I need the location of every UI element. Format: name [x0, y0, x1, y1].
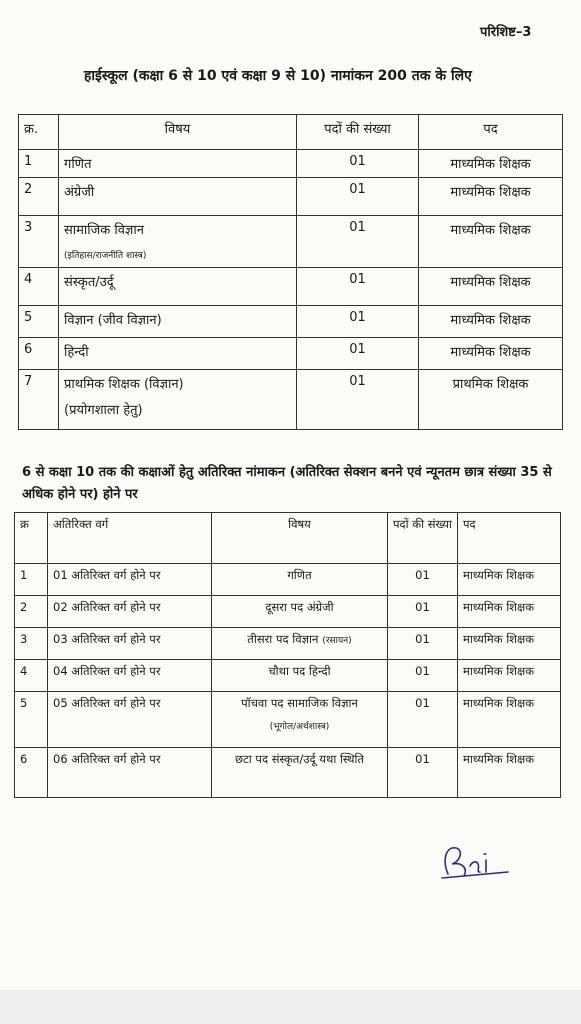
header-sr: क्र — [15, 513, 48, 564]
row-sr-text: 6 — [20, 752, 28, 766]
row-sr-text: 3 — [20, 632, 28, 646]
row-post — [419, 150, 563, 178]
row-subject-text: छटा पद संस्कृत/उर्दू यथा स्थिति — [234, 752, 365, 766]
row-sr — [19, 178, 59, 216]
row-post-text: माध्यमिक शिक्षक — [463, 600, 535, 614]
header-count: पदों की संख्या — [388, 513, 458, 564]
table-row — [19, 306, 563, 338]
row-count — [388, 692, 458, 748]
header-post: पद — [419, 115, 563, 150]
row-sr — [19, 268, 59, 306]
row-extra-class-text: 03 अतिरिक्त वर्ग होने पर — [53, 632, 161, 646]
posts-table-additional — [14, 512, 561, 798]
row-count — [297, 216, 419, 268]
row-count — [388, 748, 458, 798]
row-extra-class — [48, 628, 212, 660]
row-subject-note: (इतिहास/राजनीति शास्त्र) — [64, 251, 147, 261]
row-subject — [212, 660, 388, 692]
row-post-text: माध्यमिक शिक्षक — [450, 275, 531, 290]
row-post-text: माध्यमिक शिक्षक — [450, 345, 531, 360]
row-subject — [59, 338, 297, 370]
row-count-text: 01 — [349, 220, 366, 235]
row-sr — [15, 692, 48, 748]
row-sr-text: 2 — [20, 600, 28, 614]
row-sr — [19, 370, 59, 430]
row-post — [419, 338, 563, 370]
row-count — [388, 564, 458, 596]
row-post-text: माध्यमिक शिक्षक — [463, 664, 535, 678]
row-count-text: 01 — [349, 154, 366, 169]
row-post — [419, 178, 563, 216]
row-post-text: माध्यमिक शिक्षक — [463, 568, 535, 582]
row-subject-text: तीसरा पद विज्ञान — [247, 632, 319, 646]
row-post — [458, 564, 561, 596]
row-count — [388, 596, 458, 628]
row-sr — [19, 306, 59, 338]
row-post — [419, 216, 563, 268]
row-subject — [59, 216, 297, 268]
row-post-text: माध्यमिक शिक्षक — [450, 157, 531, 172]
row-post — [419, 268, 563, 306]
row-subject-text: दूसरा पद अंग्रेजी — [265, 600, 334, 614]
row-count — [297, 370, 419, 430]
row-count-text: 01 — [415, 664, 430, 678]
row-sr — [19, 216, 59, 268]
row-count — [297, 306, 419, 338]
row-subject-text: गणित — [64, 157, 92, 172]
table-row — [19, 268, 563, 306]
row-sr-text: 7 — [24, 374, 33, 389]
row-post — [458, 596, 561, 628]
row-sr — [15, 660, 48, 692]
row-extra-class — [48, 660, 212, 692]
header-count: पदों की संख्या — [297, 115, 419, 150]
row-subject-note: (प्रयोगशाला हेतु) — [64, 403, 143, 418]
row-subject-note: (रसायन) — [322, 636, 352, 646]
row-sr — [15, 628, 48, 660]
table-row — [15, 596, 561, 628]
row-count-text: 01 — [415, 568, 430, 582]
row-subject — [59, 268, 297, 306]
header-subject: विषय — [59, 115, 297, 150]
row-count-text: 01 — [415, 600, 430, 614]
row-count-text: 01 — [349, 182, 366, 197]
row-subject — [59, 306, 297, 338]
row-sr-text: 4 — [24, 272, 33, 287]
row-sr — [15, 748, 48, 798]
row-count-text: 01 — [349, 374, 366, 389]
row-subject-text: गणित — [287, 568, 312, 582]
header-post: पद — [458, 513, 561, 564]
row-subject-text: प्राथमिक शिक्षक (विज्ञान) — [64, 377, 184, 392]
row-sr-text: 6 — [24, 342, 33, 357]
row-sr-text: 5 — [20, 696, 28, 710]
table-row — [19, 216, 563, 268]
row-count-text: 01 — [349, 272, 366, 287]
row-subject — [59, 178, 297, 216]
row-subject-text: अंग्रेजी — [64, 185, 95, 200]
row-extra-class-text: 02 अतिरिक्त वर्ग होने पर — [53, 600, 161, 614]
appendix-label: परिशिष्ट–3 — [480, 25, 532, 40]
row-subject-note: (भूगोल/अर्थशास्त्र) — [269, 722, 330, 732]
row-subject-text: विज्ञान (जीव विज्ञान) — [64, 313, 162, 328]
row-sr — [19, 150, 59, 178]
table-row — [15, 564, 561, 596]
row-subject — [212, 564, 388, 596]
row-subject-text: सामाजिक विज्ञान — [64, 223, 144, 238]
row-count-text: 01 — [415, 696, 430, 710]
row-count — [297, 338, 419, 370]
row-count — [297, 268, 419, 306]
row-post — [458, 748, 561, 798]
row-sr-text: 2 — [24, 182, 33, 197]
row-count — [297, 150, 419, 178]
row-subject — [212, 596, 388, 628]
row-extra-class — [48, 748, 212, 798]
row-extra-class — [48, 564, 212, 596]
row-subject-text: पॉचवा पद सामाजिक विज्ञान — [241, 696, 358, 710]
row-sr-text: 4 — [20, 664, 28, 678]
table-header-row — [15, 513, 561, 564]
table-row — [15, 628, 561, 660]
row-extra-class — [48, 692, 212, 748]
header-subject: विषय — [212, 513, 388, 564]
section2-title: 6 से कक्षा 10 तक की कक्षाओं हेतु अतिरिक्त नांमाकन (अतिरिक्त सेक्शन बनने एवं न्यूनतम छात्र संख्या 35 से अधिक होने पर) होने पर — [22, 465, 552, 502]
table-header-row — [19, 115, 563, 150]
row-post-text: प्राथमिक शिक्षक — [452, 377, 529, 392]
row-subject — [212, 692, 388, 748]
row-count — [297, 178, 419, 216]
row-post-text: माध्यमिक शिक्षक — [463, 632, 535, 646]
row-sr — [15, 564, 48, 596]
row-extra-class-text: 05 अतिरिक्त वर्ग होने पर — [53, 696, 161, 710]
row-sr-text: 3 — [24, 220, 33, 235]
table-row — [15, 660, 561, 692]
table-row — [19, 338, 563, 370]
row-extra-class-text: 06 अतिरिक्त वर्ग होने पर — [53, 752, 161, 766]
table-row — [19, 150, 563, 178]
section1-title: हाईस्कूल (कक्षा 6 से 10 एवं कक्षा 9 से 10) नामांकन 200 तक के लिए — [84, 68, 472, 84]
row-subject — [212, 628, 388, 660]
header-sr: क्र. — [19, 115, 59, 150]
row-extra-class-text: 04 अतिरिक्त वर्ग होने पर — [53, 664, 161, 678]
table-row — [15, 748, 561, 798]
row-post-text: माध्यमिक शिक्षक — [450, 185, 531, 200]
row-post — [419, 370, 563, 430]
row-subject — [59, 370, 297, 430]
row-sr-text: 1 — [20, 568, 28, 582]
row-post-text: माध्यमिक शिक्षक — [463, 752, 535, 766]
row-sr — [15, 596, 48, 628]
row-count-text: 01 — [415, 632, 430, 646]
row-subject-text: संस्कृत/उर्दू — [64, 275, 114, 290]
row-post — [419, 306, 563, 338]
row-sr-text: 1 — [24, 154, 33, 169]
row-post-text: माध्यमिक शिक्षक — [450, 313, 531, 328]
table-row — [15, 692, 561, 748]
signature-mark — [434, 838, 514, 888]
row-post — [458, 628, 561, 660]
row-post-text: माध्यमिक शिक्षक — [450, 223, 531, 238]
row-count-text: 01 — [349, 342, 366, 357]
row-count-text: 01 — [349, 310, 366, 325]
row-sr-text: 5 — [24, 310, 33, 325]
row-subject-text: हिन्दी — [64, 345, 89, 360]
row-extra-class — [48, 596, 212, 628]
row-count-text: 01 — [415, 752, 430, 766]
table-row — [19, 370, 563, 430]
row-subject — [212, 748, 388, 798]
row-extra-class-text: 01 अतिरिक्त वर्ग होने पर — [53, 568, 161, 582]
row-subject-text: चौथा पद हिन्दी — [268, 664, 331, 678]
header-extra-class: अतिरिक्त वर्ग — [48, 513, 212, 564]
row-post-text: माध्यमिक शिक्षक — [463, 696, 535, 710]
table-row — [19, 178, 563, 216]
row-post — [458, 692, 561, 748]
row-count — [388, 660, 458, 692]
row-sr — [19, 338, 59, 370]
posts-table-basic — [18, 114, 563, 430]
row-subject — [59, 150, 297, 178]
row-post — [458, 660, 561, 692]
row-count — [388, 628, 458, 660]
